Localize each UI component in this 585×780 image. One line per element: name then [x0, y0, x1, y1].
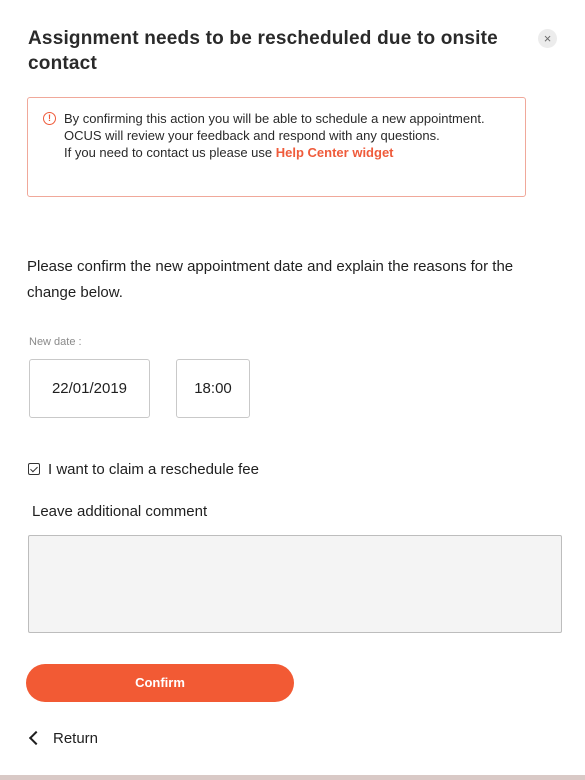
chevron-left-icon [29, 731, 43, 745]
alert-line-2: OCUS will review your feedback and respond with any questions. [64, 128, 440, 143]
new-date-label: New date : [29, 336, 82, 348]
return-link[interactable] [28, 727, 98, 749]
modal-title: Assignment needs to be rescheduled due to onsite contact [28, 28, 498, 74]
info-circle-icon: ! [43, 112, 56, 125]
alert-message [64, 110, 514, 161]
comment-textarea[interactable] [28, 535, 562, 633]
close-icon[interactable]: × [538, 29, 557, 48]
date-input[interactable]: 22/01/2019 [29, 359, 150, 418]
bottom-divider [0, 775, 585, 780]
help-center-link[interactable]: Help Center widget [275, 145, 394, 160]
info-alert [27, 97, 526, 197]
intro-text: Please confirm the new appointment date and explain the reasons for the change below. [27, 258, 514, 301]
confirm-button[interactable]: Confirm [26, 664, 294, 702]
time-input[interactable]: 18:00 [176, 359, 250, 418]
reschedule-fee-checkbox[interactable] [28, 463, 40, 475]
reschedule-fee-checkbox-row[interactable] [28, 459, 259, 479]
alert-line-3 [64, 144, 514, 161]
alert-line-3-text: If you need to contact us please use [64, 145, 276, 160]
alert-line-1: By confirming this action you will be able to schedule a new appointment. [64, 111, 485, 126]
return-label: Return [53, 729, 99, 747]
reschedule-fee-label: I want to claim a reschedule fee [48, 460, 259, 478]
comment-label: Leave additional comment [32, 503, 208, 520]
